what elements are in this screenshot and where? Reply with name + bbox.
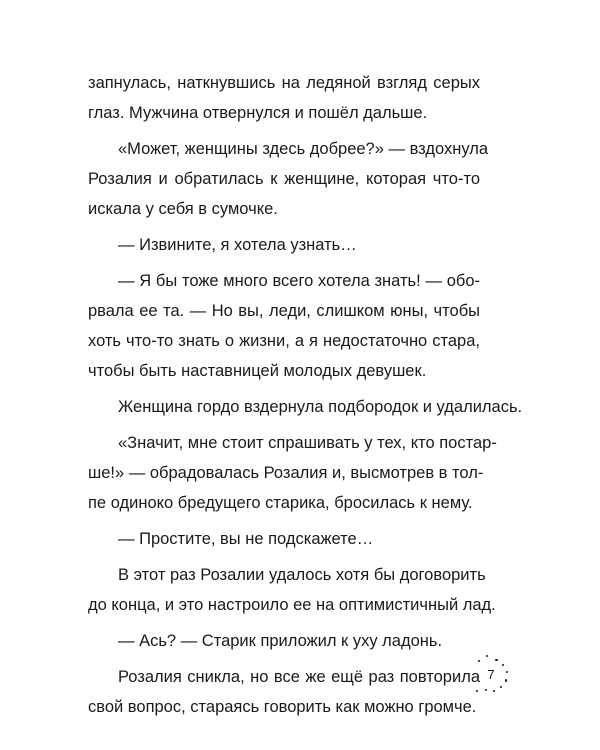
text-line: — Ась? — Старик приложил к уху ладонь. [118,632,443,650]
text-line: — Простите, вы не подскажете… [118,530,374,548]
text-line: хоть что-то знать о жизни, а я недостаточно стара, [88,332,480,350]
text-line: искала у себя в сумочке. [88,200,278,218]
page-number: 7 [487,667,495,682]
text-line: Женщина гордо вздернула подбородок и удалилась. [118,398,523,416]
ornament-dot [478,660,480,662]
ornament-dot [485,689,487,691]
text-line: «Значит, мне стоит спрашивать у тех, кто постар- [118,434,497,452]
text-line: чтобы быть наставницей молодых девушек. [88,362,427,380]
text-line: Розалия и обратилась к женщине, которая что-то [88,170,480,188]
text-line: запнулась, наткнувшись на ледяной взгляд серых [88,74,480,92]
ornament-dot [486,655,488,657]
ornament-dot [502,664,504,666]
text-line: до конца, и это настроило ее на оптимистичный лад. [88,596,496,614]
text-line: ше!» — обрадовалась Розалия и, высмотрев в тол- [88,464,484,482]
text-line: «Может, женщины здесь добрее?» — вздохнула [118,140,489,158]
text-line: рвала ее та. — Но вы, леди, слишком юны, чтобы [88,302,480,320]
text-line: — Я бы тоже много всего хотела знать! — обо- [118,272,480,290]
page-number-ornament [474,656,514,696]
ornament-dot [493,690,495,692]
text-line: Розалия сникла, но все же ещё раз повторила [118,668,480,686]
ornament-dot [476,690,478,692]
text-line: В этот раз Розалии удалось хотя бы договорить [118,566,486,584]
ornament-dot [500,686,502,688]
text-line: свой вопрос, стараясь говорить как можно громче. [88,698,477,716]
text-line: — Извините, я хотела узнать… [118,236,357,254]
text-line: глаз. Мужчина отвернулся и пошёл дальше. [88,104,428,122]
text-line: пе одиноко бредущего старика, бросилась к нему. [88,494,473,512]
ornament-dot [495,659,497,661]
